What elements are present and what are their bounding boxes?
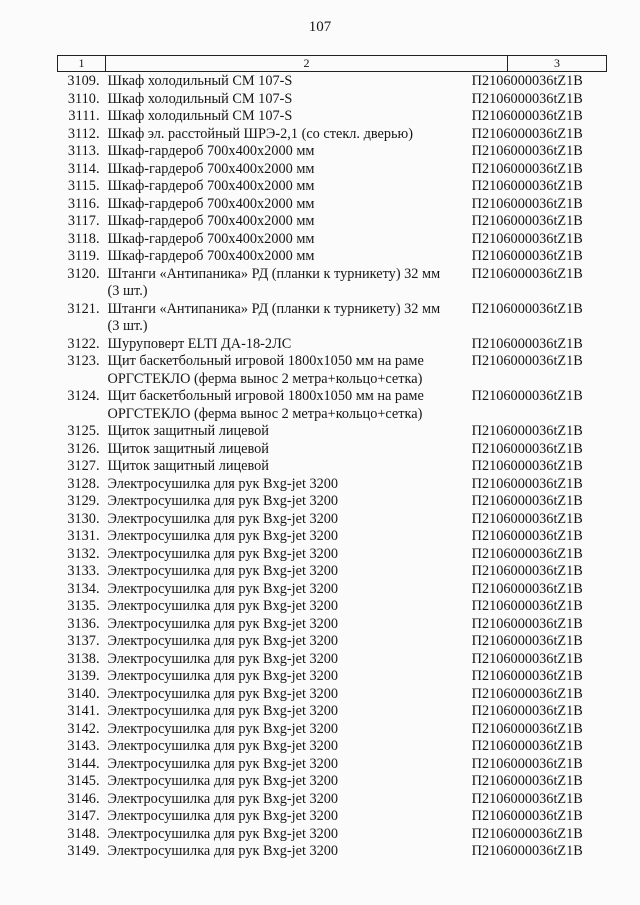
item-name: Штанги «Антипаника» РД (планки к турникету) 32 мм (3 шт.) xyxy=(107,300,441,334)
column-header-1: 1 xyxy=(58,56,106,71)
item-name: Электросушилка для рук Bxg-jet 3200 xyxy=(107,825,339,842)
item-code: П2106000036tZ1B xyxy=(471,440,583,457)
table-row xyxy=(57,266,607,301)
item-name: Электросушилка для рук Bxg-jet 3200 xyxy=(107,633,339,649)
item-name: Электросушилка для рук Bxg-jet 3200 xyxy=(107,545,339,562)
item-name: Шкаф эл. расстойный ШРЭ-2,1 (со стекл. дверью) xyxy=(107,125,413,142)
row-number: 3118. xyxy=(67,230,100,247)
row-number: 3131. xyxy=(67,528,100,544)
row-number: 3114. xyxy=(67,160,100,177)
table-row xyxy=(57,563,607,581)
item-name: Электросушилка для рук Bxg-jet 3200 xyxy=(107,808,339,824)
table-row xyxy=(57,686,607,704)
table-row xyxy=(57,126,607,144)
table-row xyxy=(57,808,607,826)
row-number: 3135. xyxy=(67,598,100,614)
item-code: П2106000036tZ1B xyxy=(471,108,583,124)
row-number: 3109. xyxy=(67,73,100,89)
table-row xyxy=(57,493,607,511)
row-number: 3145. xyxy=(67,773,100,789)
row-number: 3143. xyxy=(67,738,100,754)
page-number: 107 xyxy=(308,19,332,35)
row-number: 3116. xyxy=(67,195,100,212)
table-row xyxy=(57,826,607,844)
table-row xyxy=(57,108,607,126)
item-name: Электросушилка для рук Bxg-jet 3200 xyxy=(107,668,339,684)
item-code: П2106000036tZ1B xyxy=(471,475,583,492)
row-number: 3120. xyxy=(67,265,100,282)
row-number: 3142. xyxy=(67,720,100,737)
item-name: Электросушилка для рук Bxg-jet 3200 xyxy=(107,755,339,772)
table-row xyxy=(57,73,607,91)
item-name: Электросушилка для рук Bxg-jet 3200 xyxy=(107,493,339,509)
item-name: Щиток защитный лицевой xyxy=(107,440,269,457)
table-row xyxy=(57,91,607,109)
row-number: 3124. xyxy=(67,388,100,404)
item-code: П2106000036tZ1B xyxy=(471,773,583,789)
row-number: 3117. xyxy=(67,213,100,229)
item-code: П2106000036tZ1B xyxy=(471,230,583,247)
table-row xyxy=(57,843,607,861)
item-code: П2106000036tZ1B xyxy=(471,808,583,824)
row-number: 3129. xyxy=(67,493,100,509)
table-row xyxy=(57,178,607,196)
item-code: П2106000036tZ1B xyxy=(471,720,583,737)
item-code: П2106000036tZ1B xyxy=(471,563,583,579)
item-name: Шкаф-гардероб 700x400x2000 мм xyxy=(107,143,315,159)
item-name: Щиток защитный лицевой xyxy=(107,423,269,439)
item-code: П2106000036tZ1B xyxy=(471,580,583,597)
row-number: 3139. xyxy=(67,668,100,684)
item-code: П2106000036tZ1B xyxy=(471,423,583,439)
item-name: Электросушилка для рук Bxg-jet 3200 xyxy=(107,510,339,527)
row-number: 3136. xyxy=(67,615,100,632)
item-code: П2106000036tZ1B xyxy=(471,90,583,107)
item-name: Щиток защитный лицевой xyxy=(107,458,269,474)
row-number: 3127. xyxy=(67,458,100,474)
table-row xyxy=(57,598,607,616)
item-name: Шуруповерт ELTI ДА-18-2ЛС xyxy=(107,335,292,352)
item-name: Электросушилка для рук Bxg-jet 3200 xyxy=(107,563,339,579)
item-name: Шкаф-гардероб 700x400x2000 мм xyxy=(107,178,315,194)
item-name: Электросушилка для рук Bxg-jet 3200 xyxy=(107,580,339,597)
table-row xyxy=(57,388,607,423)
table-row xyxy=(57,161,607,179)
item-code: П2106000036tZ1B xyxy=(471,458,583,474)
table-header xyxy=(57,55,607,72)
row-number: 3147. xyxy=(67,808,100,824)
item-name: Электросушилка для рук Bxg-jet 3200 xyxy=(107,650,339,667)
item-name: Штанги «Антипаника» РД (планки к турникету) 32 мм (3 шт.) xyxy=(107,265,441,299)
item-code: П2106000036tZ1B xyxy=(471,685,583,702)
item-name: Электросушилка для рук Bxg-jet 3200 xyxy=(107,738,339,754)
item-code: П2106000036tZ1B xyxy=(471,195,583,212)
table-row xyxy=(57,231,607,249)
inventory-table xyxy=(57,55,607,861)
item-code: П2106000036tZ1B xyxy=(471,755,583,772)
table-row xyxy=(57,301,607,336)
item-name: Шкаф-гардероб 700x400x2000 мм xyxy=(107,213,315,229)
row-number: 3144. xyxy=(67,755,100,772)
item-name: Электросушилка для рук Bxg-jet 3200 xyxy=(107,773,339,789)
table-row xyxy=(57,353,607,388)
table-row xyxy=(57,791,607,809)
item-code: П2106000036tZ1B xyxy=(471,388,583,404)
item-name: Электросушилка для рук Bxg-jet 3200 xyxy=(107,615,339,632)
table-row xyxy=(57,213,607,231)
row-number: 3148. xyxy=(67,825,100,842)
item-name: Щит баскетбольный игровой 1800x1050 мм на раме ОРГСТЕКЛО (ферма вынос 2 метра+кольцо+сетка) xyxy=(107,353,424,387)
table-row xyxy=(57,773,607,791)
item-name: Шкаф-гардероб 700x400x2000 мм xyxy=(107,160,315,177)
item-code: П2106000036tZ1B xyxy=(471,738,583,754)
table-row xyxy=(57,738,607,756)
item-name: Электросушилка для рук Bxg-jet 3200 xyxy=(107,843,339,859)
row-number: 3125. xyxy=(67,423,100,439)
row-number: 3110. xyxy=(67,90,100,107)
item-code: П2106000036tZ1B xyxy=(471,160,583,177)
table-row xyxy=(57,476,607,494)
item-name: Шкаф-гардероб 700x400x2000 мм xyxy=(107,230,315,247)
item-code: П2106000036tZ1B xyxy=(471,265,583,282)
item-code: П2106000036tZ1B xyxy=(471,213,583,229)
item-code: П2106000036tZ1B xyxy=(471,73,583,89)
row-number: 3130. xyxy=(67,510,100,527)
row-number: 3134. xyxy=(67,580,100,597)
table-row xyxy=(57,441,607,459)
table-row xyxy=(57,633,607,651)
row-number: 3133. xyxy=(67,563,100,579)
row-number: 3122. xyxy=(67,335,100,352)
row-number: 3137. xyxy=(67,633,100,649)
table-row xyxy=(57,458,607,476)
table-row xyxy=(57,581,607,599)
table-row xyxy=(57,528,607,546)
table-row xyxy=(57,616,607,634)
row-number: 3112. xyxy=(67,125,100,142)
row-number: 3123. xyxy=(67,353,100,369)
item-code: П2106000036tZ1B xyxy=(471,528,583,544)
table-row xyxy=(57,336,607,354)
item-code: П2106000036tZ1B xyxy=(471,143,583,159)
item-code: П2106000036tZ1B xyxy=(471,703,583,719)
table-body xyxy=(57,73,607,861)
table-row xyxy=(57,196,607,214)
item-code: П2106000036tZ1B xyxy=(471,598,583,614)
item-code: П2106000036tZ1B xyxy=(471,650,583,667)
row-number: 3115. xyxy=(67,178,100,194)
table-row xyxy=(57,651,607,669)
item-name: Шкаф холодильный CM 107-S xyxy=(107,73,293,89)
item-name: Шкаф холодильный CM 107-S xyxy=(107,108,293,124)
column-header-3: 3 xyxy=(554,56,560,70)
table-row xyxy=(57,668,607,686)
item-code: П2106000036tZ1B xyxy=(471,353,583,369)
table-row xyxy=(57,423,607,441)
item-name: Шкаф-гардероб 700x400x2000 мм xyxy=(107,195,315,212)
table-row xyxy=(57,546,607,564)
item-name: Электросушилка для рук Bxg-jet 3200 xyxy=(107,528,339,544)
item-code: П2106000036tZ1B xyxy=(471,843,583,859)
item-code: П2106000036tZ1B xyxy=(471,178,583,194)
table-row xyxy=(57,248,607,266)
item-code: П2106000036tZ1B xyxy=(471,633,583,649)
table-row xyxy=(57,511,607,529)
row-number: 3141. xyxy=(67,703,100,719)
row-number: 3121. xyxy=(67,300,100,317)
item-code: П2106000036tZ1B xyxy=(471,125,583,142)
row-number: 3113. xyxy=(67,143,100,159)
item-name: Шкаф-гардероб 700x400x2000 мм xyxy=(107,248,315,264)
item-name: Электросушилка для рук Bxg-jet 3200 xyxy=(107,685,339,702)
item-code: П2106000036tZ1B xyxy=(471,825,583,842)
row-number: 3146. xyxy=(67,790,100,807)
row-number: 3128. xyxy=(67,475,100,492)
row-number: 3140. xyxy=(67,685,100,702)
row-number: 3119. xyxy=(67,248,100,264)
item-name: Электросушилка для рук Bxg-jet 3200 xyxy=(107,720,339,737)
item-code: П2106000036tZ1B xyxy=(471,668,583,684)
row-number: 3132. xyxy=(67,545,100,562)
item-name: Щит баскетбольный игровой 1800x1050 мм на раме ОРГСТЕКЛО (ферма вынос 2 метра+кольцо+сетка) xyxy=(107,388,424,422)
row-number: 3149. xyxy=(67,843,100,859)
item-code: П2106000036tZ1B xyxy=(471,335,583,352)
item-code: П2106000036tZ1B xyxy=(471,248,583,264)
item-name: Электросушилка для рук Bxg-jet 3200 xyxy=(107,475,339,492)
item-name: Электросушилка для рук Bxg-jet 3200 xyxy=(107,703,339,719)
table-row xyxy=(57,721,607,739)
table-row xyxy=(57,143,607,161)
item-name: Шкаф холодильный CM 107-S xyxy=(107,90,293,107)
item-name: Электросушилка для рук Bxg-jet 3200 xyxy=(107,790,339,807)
row-number: 3126. xyxy=(67,440,100,457)
item-code: П2106000036tZ1B xyxy=(471,790,583,807)
item-code: П2106000036tZ1B xyxy=(471,510,583,527)
table-row xyxy=(57,756,607,774)
row-number: 3138. xyxy=(67,650,100,667)
item-code: П2106000036tZ1B xyxy=(471,300,583,317)
item-code: П2106000036tZ1B xyxy=(471,545,583,562)
column-header-2: 2 xyxy=(106,56,508,71)
row-number: 3111. xyxy=(68,108,100,124)
item-code: П2106000036tZ1B xyxy=(471,615,583,632)
item-name: Электросушилка для рук Bxg-jet 3200 xyxy=(107,598,339,614)
table-row xyxy=(57,703,607,721)
item-code: П2106000036tZ1B xyxy=(471,493,583,509)
